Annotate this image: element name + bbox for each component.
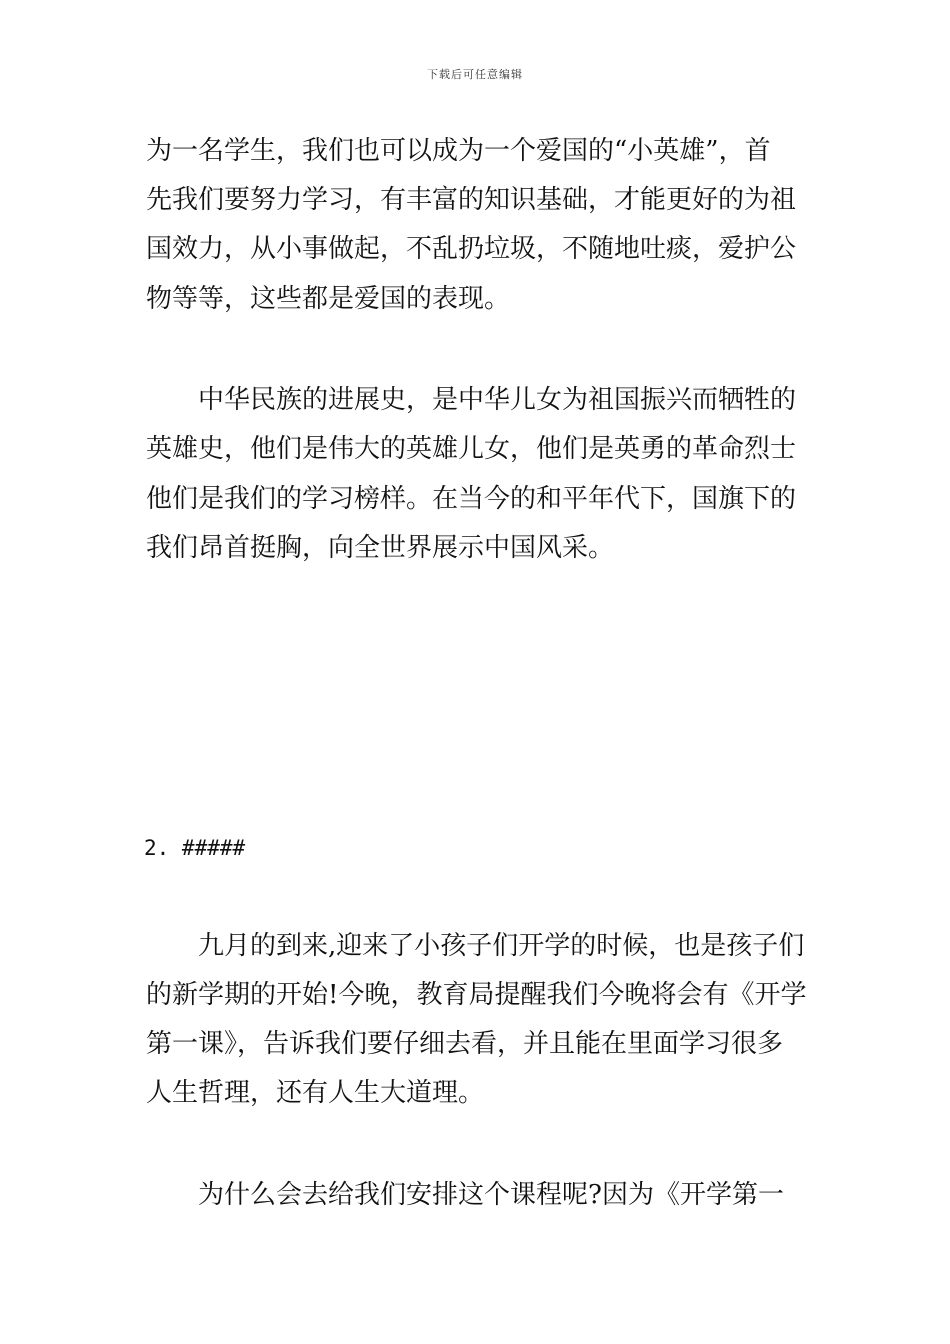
paragraph-line: 他们是我们的学习榜样。在当今的和平年代下，国旗下的	[146, 484, 797, 514]
paragraph-line: 的新学期的开始!今晚，教育局提醒我们今晚将会有《开学	[146, 980, 807, 1010]
paragraph-line: 九月的到来,迎来了小孩子们开学的时候，也是孩子们	[198, 931, 805, 961]
paragraph-line: 为一名学生，我们也可以成为一个爱国的“小英雄”，首	[146, 136, 771, 166]
paragraph-line: 人生哲理，还有人生大道理。	[146, 1078, 485, 1108]
paragraph-line: 我们昂首挺胸，向全世界展示中国风采。	[146, 533, 615, 563]
paragraph-line: 先我们要努力学习，有丰富的知识基础，才能更好的为祖	[146, 185, 797, 215]
paragraph-line: 英雄史，他们是伟大的英雄儿女，他们是英勇的革命烈士	[146, 434, 797, 464]
paragraph-line: 物等等，这些都是爱国的表现。	[146, 284, 511, 314]
paragraph-line: 国效力，从小事做起，不乱扔垃圾，不随地吐痰，爱护公	[146, 234, 797, 264]
paragraph-line: 中华民族的进展史，是中华儿女为祖国振兴而牺牲的	[198, 385, 797, 415]
paragraph-line: 第一课》，告诉我们要仔细去看，并且能在里面学习很多	[146, 1029, 784, 1059]
section-heading: 2. #####	[144, 836, 246, 860]
page-header: 下载后可任意编辑	[427, 68, 523, 81]
paragraph-line: 为什么会去给我们安排这个课程呢?因为《开学第一	[198, 1180, 784, 1210]
